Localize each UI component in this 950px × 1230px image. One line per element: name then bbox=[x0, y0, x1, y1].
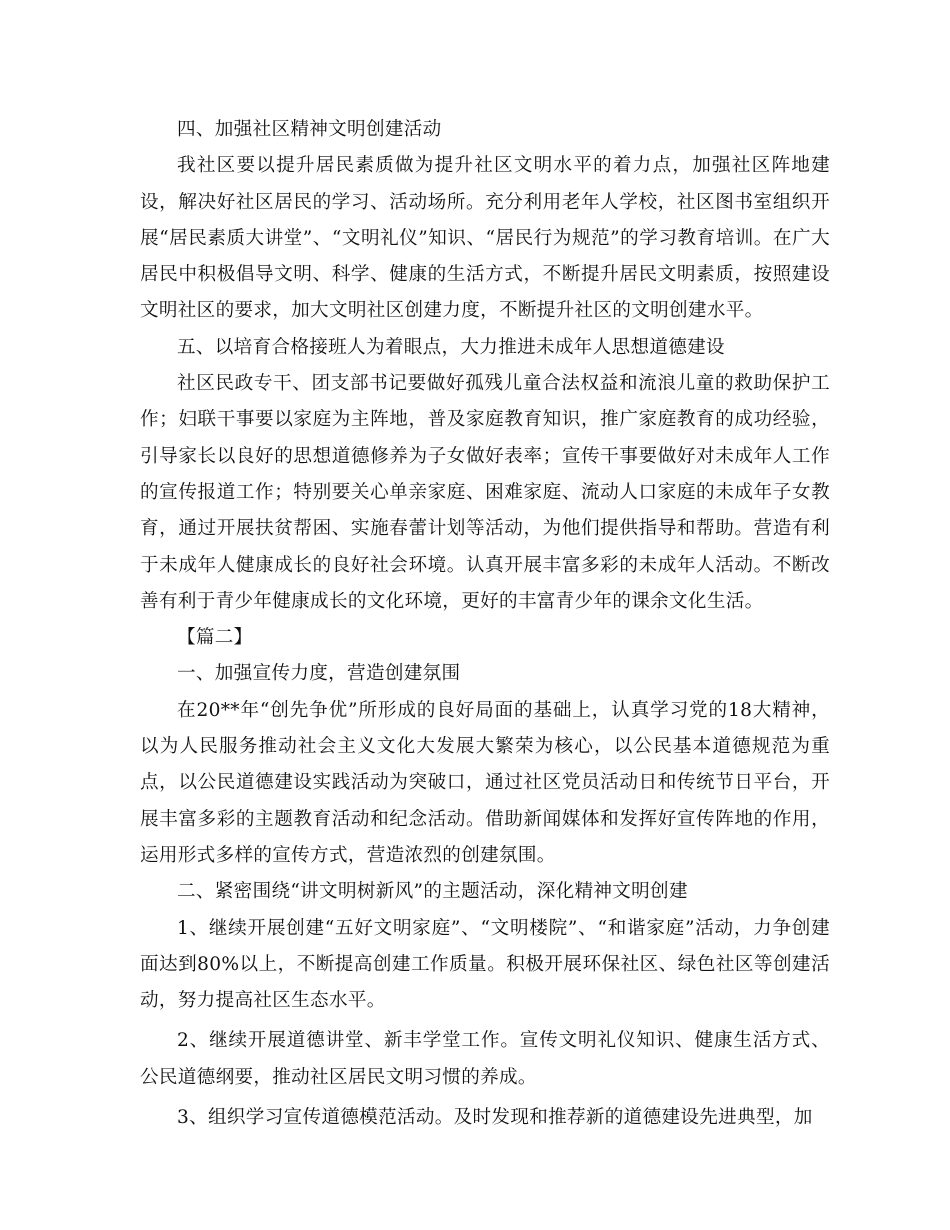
section-heading-1: 一、加强宣传力度，营造创建氛围 bbox=[177, 663, 461, 685]
list-item: 3、组织学习宣传道德模范活动。及时发现和推荐新的道德建设先进典型，加 bbox=[177, 1107, 813, 1129]
section-heading-2: 二、紧密围绕“讲文明树新风”的主题活动，深化精神文明创建 bbox=[177, 881, 688, 903]
body-paragraph: 我社区要以提升居民素质做为提升社区文明水平的着力点，加强社区阵地建设，解决好社区居民的学习、活动场所。充分利用老年人学校，社区图书室组织开展“居民素质大讲堂”、“文明礼仪”知识、“居民行为规范”的学习教育培训。在广大居民中积极倡导文明、科学、健康的生活方式，不断提升居民文明素质，按照建设文明社区的要求，加大文明社区创建力度，不断提升社区的文明创建水平。 bbox=[140, 155, 830, 322]
section-heading-5: 五、以培育合格接班人为着眼点，大力推进未成年人思想道德建设 bbox=[177, 336, 725, 358]
list-item: 2、继续开展道德讲堂、新丰学堂工作。宣传文明礼仪知识、健康生活方式、公民道德纲要，推动社区居民文明习惯的养成。 bbox=[140, 1030, 830, 1088]
section-heading-4: 四、加强社区精神文明创建活动 bbox=[177, 119, 442, 140]
document-body bbox=[140, 112, 830, 1136]
part-heading: 【篇二】 bbox=[177, 627, 253, 649]
body-paragraph: 社区民政专干、团支部书记要做好孤残儿童合法权益和流浪儿童的救助保护工作；妇联干事要以家庭为主阵地，普及家庭教育知识，推广家庭教育的成功经验，引导家长以良好的思想道德修养为子女做好表率；宣传干事要做好对未成年人工作的宣传报道工作；特别要关心单亲家庭、困难家庭、流动人口家庭的未成年子女教育，通过开展扶贫帮困、实施春蕾计划等活动，为他们提供指导和帮助。营造有利于未成年人健康成长的良好社会环境。认真开展丰富多彩的未成年人活动。不断改善有利于青少年健康成长的文化环境，更好的丰富青少年的课余文化生活。 bbox=[140, 373, 830, 612]
list-item: 1、继续开展创建“五好文明家庭”、“文明楼院”、“和谐家庭”活动，力争创建面达到80%以上，不断提高创建工作质量。积极开展环保社区、绿色社区等创建活动，努力提高社区生态水平。 bbox=[140, 917, 830, 1012]
body-paragraph: 在20**年“创先争优”所形成的良好局面的基础上，认真学习党的18大精神，以为人民服务推动社会主义文化大发展大繁荣为核心，以公民基本道德规范为重点，以公民道德建设实践活动为突破口，通过社区党员活动日和传统节日平台，开展丰富多彩的主题教育活动和纪念活动。借助新闻媒体和发挥好宣传阵地的作用，运用形式多样的宣传方式，营造浓烈的创建氛围。 bbox=[140, 699, 830, 866]
